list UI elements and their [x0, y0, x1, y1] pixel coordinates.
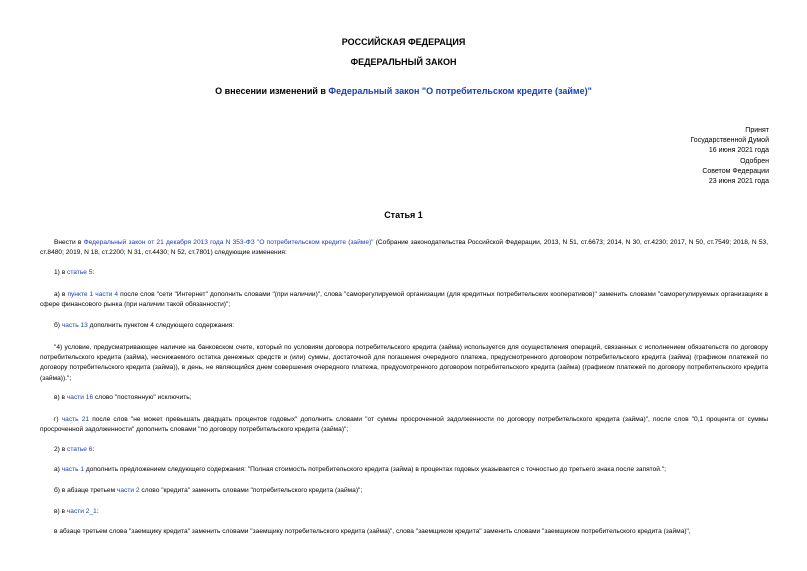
approved-label: Одобрен: [740, 157, 769, 165]
item-1g-end: после слов "не может превышать двадцать процентов годовых" дополнить словами "от суммы просроченной задолженности по договору потребительского кредита (займа)", после слов "0,1 процента от суммы просроченной задолженности" дополнить словами "по договору потребительского кредита (займа)";: [40, 416, 768, 434]
item-1g-start: г): [54, 416, 62, 423]
item-2b: [40, 486, 768, 496]
law-title-link[interactable]: Федеральный закон "О потребительском кредите (займе)": [328, 86, 592, 96]
item-2: [40, 445, 768, 455]
adoption-block: [690, 126, 769, 187]
item-1v-start: в) в: [54, 394, 67, 401]
law-title: [0, 86, 807, 96]
item-1a-start: а) в: [54, 291, 68, 298]
item-1a-end: после слов "сети "Интернет" дополнить словами "(при наличии)", слова "саморегулируемой организации (для кредитных потребительских кооперативов)" заменить словами "саморегулируемых организациях в сфере финансового рынка (при наличии такой обязанности)";: [40, 291, 769, 309]
item-1v-end: слово "постоянную" исключить;: [93, 394, 192, 401]
item-2v-start: в) в: [54, 508, 67, 515]
item-2-text: 2) в: [54, 446, 68, 453]
item-1a: [40, 290, 768, 310]
item-1: [40, 268, 768, 278]
point-1-link[interactable]: пункте 1: [67, 291, 94, 298]
intro-text-start: Внести в: [54, 239, 84, 246]
adopted-date: 16 июня 2021 года: [708, 147, 769, 155]
item-2-colon: :: [92, 446, 95, 453]
item-1-colon: :: [92, 269, 95, 276]
item-2v: [40, 507, 768, 517]
item-1b-end: дополнить пунктом 4 следующего содержания:: [87, 322, 235, 329]
part-16-link[interactable]: части 16: [66, 394, 94, 401]
item-2a-end: дополнить предложением следующего содержания: "Полная стоимость потребительского кредита (займа) в процентах годовых указывается с точностью до третьего знака после запятой.";: [84, 466, 666, 473]
item-2a-start: а): [54, 466, 62, 473]
item-2v-paragraph: в абзаце третьем слова "заемщику кредита" заменить словами "заемщику потребительского кредита (займа)", слова "заемщиком кредита" заменить словами "заемщиком потребительского кредита (займа)",: [54, 528, 691, 535]
item-2v-colon: :: [96, 508, 99, 515]
law-title-prefix: О внесении изменений в: [215, 86, 329, 96]
law-type-heading: ФЕДЕРАЛЬНЫЙ ЗАКОН: [350, 57, 457, 67]
item-1v: [40, 393, 768, 403]
part-21-link[interactable]: часть 21: [61, 416, 90, 423]
article-5-link[interactable]: статье 5: [67, 269, 93, 276]
item-1b: [40, 321, 768, 331]
item-1b-start: б): [54, 322, 62, 329]
law-reference-link[interactable]: Федеральный закон от 21 декабря 2013 года N 353-ФЗ "О потребительском кредите (займе)": [83, 239, 374, 246]
intro-paragraph: [40, 238, 768, 258]
approved-date: 23 июня 2021 года: [708, 178, 769, 186]
part-4-link[interactable]: части 4: [95, 291, 119, 298]
item-1-text: 1) в: [54, 269, 68, 276]
article-6-link[interactable]: статье 6: [67, 446, 93, 453]
adopted-by: Государственной Думой: [690, 137, 769, 145]
quoted-point-4: "4) условие, предусматривающее наличие на банковском счете, который по условиям договора потребительского кредита (займа) используется для осуществления операций, связанных с исполнением обязательств по договору потребительского кредита (займа), неснижаемого остатка денежных средств и (или) суммы, достаточной для погашения очередного платежа, предусмотренного договором потребительского кредита (займа) (графиком платежей по договору потребительского кредита (займа)), в день, не являющийся днем совершения очередного платежа, предусмотренного договором потребительского кредита (займа) (графиком платежей по договору потребительского кредита (займа)).";: [40, 344, 768, 382]
item-2b-end: слово "кредита" заменить словами "потребительского кредита (займа)";: [139, 487, 363, 494]
country-heading: РОССИЙСКАЯ ФЕДЕРАЦИЯ: [341, 37, 466, 47]
item-2a: [40, 465, 768, 475]
part-13-link[interactable]: часть 13: [61, 322, 88, 329]
intro-text-end: (Собрание законодательства Российской Федерации, 2013, N 51, ст.6673; 2014, N 30, ст.4230; 2017, N 50, ст.7549; 2018, N 53, ст.8480; 2019, N 18, ст.2200; N 31, ст.4430; N 52, ст.7801) следующие изменения:: [40, 239, 769, 257]
part-1-link[interactable]: часть 1: [61, 466, 85, 473]
item-2b-start: б) в абзаце третьем: [54, 487, 117, 494]
approved-by: Советом Федерации: [702, 167, 769, 175]
item-1g: [40, 415, 768, 435]
adopted-label: Принят: [745, 127, 769, 134]
part-2-1-link[interactable]: части 2_1: [66, 508, 97, 515]
article-title: Статья 1: [384, 210, 423, 220]
part-2-link[interactable]: части 2: [116, 487, 140, 494]
